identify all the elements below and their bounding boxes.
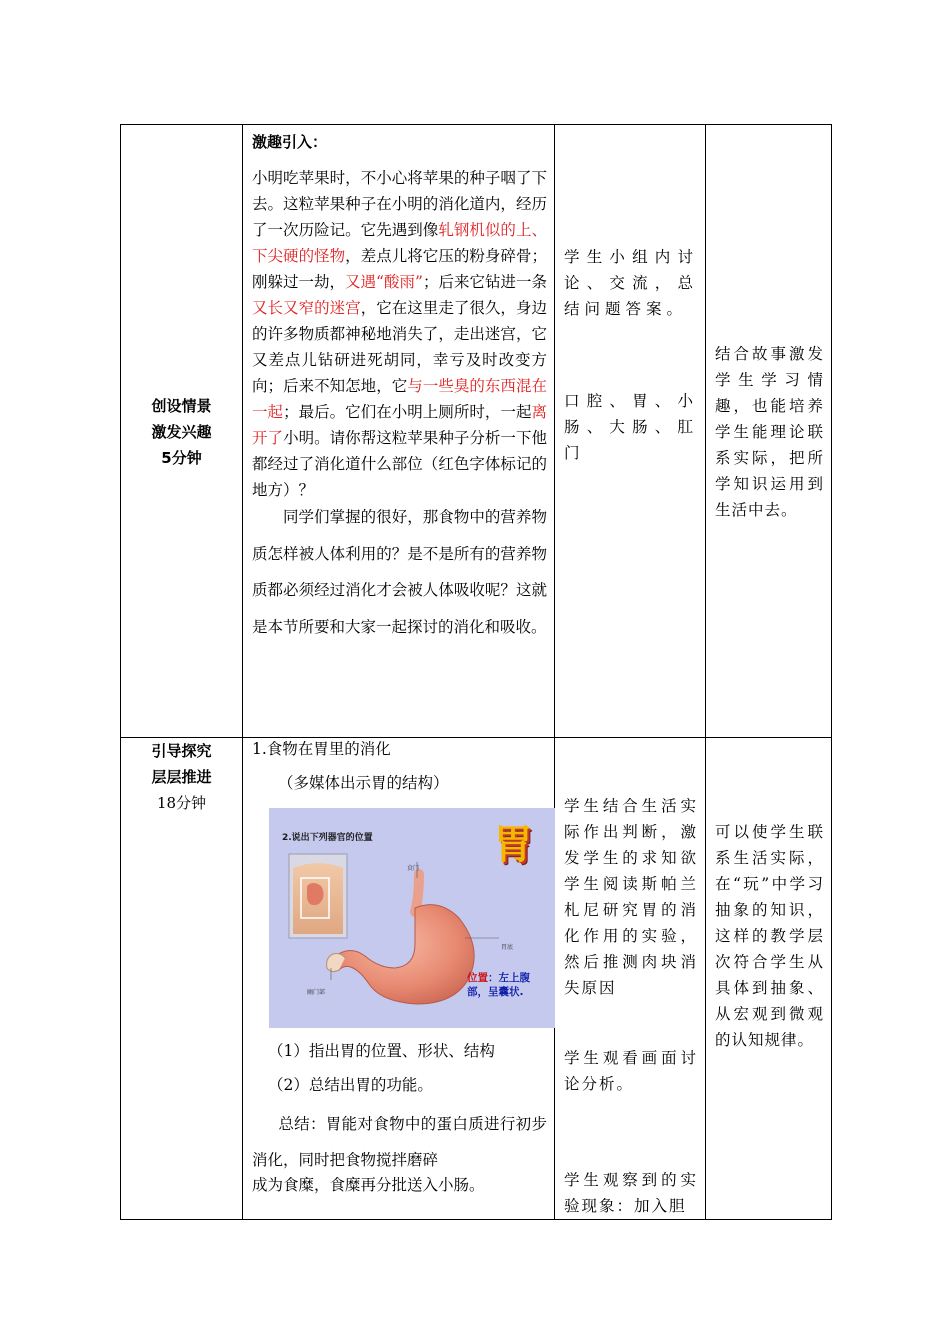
label-fundus: 胃底 [501,944,514,951]
student-activity-2: 口腔、胃、小肠、大肠、肛门 [564,392,698,462]
table-row [121,125,832,738]
student-activity-3: 学生观察到的实验现象：加入胆 [564,1171,698,1215]
table-row [121,738,832,1220]
story-text [252,165,547,503]
stage-title-line2: 层层推进 [151,768,212,786]
content-cell [243,738,555,1220]
label-pylorus: 幽门部 [307,989,326,996]
label-cardia: 贲门 [407,865,420,872]
position-value: ：左上腹 [488,972,530,984]
duodenum [327,954,345,972]
followup-text: 同学们掌握的很好，那食物中的营养物质怎样被人体利用的？是不是所有的营养物质都必须经过消化才会被人体吸收呢？这就是本节所要和大家一起探讨的消化和吸收。 [252,508,547,636]
story-segment: ，它在这里走了很久，身边的许多物质都神秘地消失了，走出迷宫，它又差点儿钻研进死胡同，幸亏及时改变方向；后来不知怎地，它 [252,299,547,395]
design-intent: 结合故事激发学生学习情趣，也能培养学生能理论联系实际，把所学知识运用到生活中去。 [715,345,824,519]
content-heading: 激趣引入： [252,133,328,151]
position-value-2: 部，呈囊状. [467,986,524,998]
student-activity-cell [555,738,706,1220]
media-note: （多媒体出示胃的结构） [278,774,449,792]
slide-title: 2.说出下列器官的位置 [282,833,373,843]
stage-title-line1: 引导探究 [151,742,212,760]
stomach-body [333,905,474,1004]
design-intent-cell [706,738,832,1220]
stage-cell [121,125,243,738]
summary-text-2: 成为食糜，食糜再分批送入小肠。 [252,1176,485,1194]
story-highlight: 与一些臭的东西混在一起 [252,377,547,421]
stomach-slide [269,808,555,1028]
summary-text: 总结：胃能对食物中的蛋白质进行初步消化，同时把食物搅拌磨碎 [252,1115,547,1169]
content-cell [243,125,555,738]
student-activity-1: 学生结合生活实际作出判断，激发学生的求知欲学生阅读斯帕兰札尼研究胃的消化作用的实验，然后推测肉块消失原因 [564,797,698,997]
content-item-1: 1.食物在胃里的消化 [252,740,391,758]
story-segment: ；后来它钻进一条 [422,273,547,291]
story-segment: ；最后。它们在小明上厕所时，一起 [283,403,532,421]
stage-title-line2: 激发兴趣 [151,423,212,441]
task-2: （2）总结出胃的功能。 [268,1076,433,1094]
stage-time: 5分钟 [161,449,202,467]
story-segment: 小明。请你帮这粒苹果种子分析一下他都经过了消化道什么部位（红色字体标记的地方）？ [252,429,547,499]
story-highlight: 轧钢机似的上、下尖硬的怪物 [252,221,547,265]
slide-heading-char: 胃 [493,822,533,868]
story-highlight: 离开了 [252,403,547,447]
student-activity-cell [555,125,706,738]
design-intent: 可以使学生联系生活实际，在“玩”中学习抽象的知识，这样的教学层次符合学生从具体到抽象、从宏观到微观的认知规律。 [715,823,824,1049]
stage-time: 18分钟 [156,794,207,812]
story-highlight: 又遇“酸雨” [345,273,423,291]
stage-title-line1: 创设情景 [151,397,212,415]
task-1: （1）指出胃的位置、形状、结构 [268,1042,495,1060]
slide-position-note [467,971,530,999]
student-activity-2: 学生观看画面讨论分析。 [564,1049,698,1093]
position-key: 位置 [467,972,488,984]
story-highlight: 又长又窄的迷宫 [252,299,361,317]
design-intent-cell [706,125,832,738]
stage-cell [121,738,243,1220]
story-segment: ，差点儿将它压的粉身碎骨；刚躲过一劫， [252,247,547,291]
lesson-plan-table [120,124,832,1220]
story-segment: 小明吃苹果时，不小心将苹果的种子咽了下去。这粒苹果种子在小明的消化道内，经历了一次历险记。它先遇到像 [252,169,547,239]
student-activity-1: 学生小组内讨论、交流，总结问题答案。 [564,248,698,318]
